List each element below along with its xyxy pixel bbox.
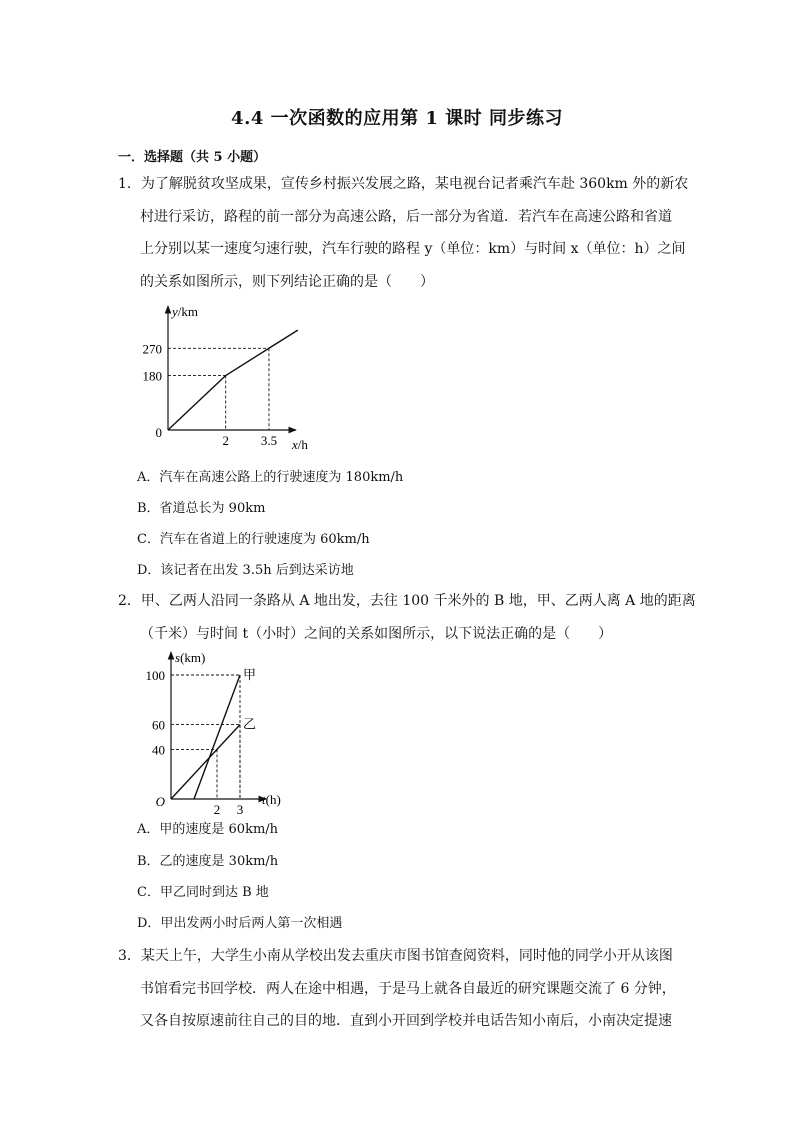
series-label: 甲 xyxy=(243,667,257,682)
question-3-text xyxy=(118,940,678,1038)
x-axis-label: x/h xyxy=(292,437,308,452)
question-1-graph xyxy=(136,298,326,458)
y-axis-label: y/km xyxy=(172,304,199,319)
question-3-line: 书馆看完书回学校．两人在途中相遇，于是马上就各自最近的研究课题交流了 6 分钟， xyxy=(140,980,676,997)
question-2-text xyxy=(118,585,696,650)
x-tick-label: 2 xyxy=(222,433,229,448)
x-axis-label: t(h) xyxy=(262,792,281,807)
question-1-option-d[interactable]: D．该记者在出发 3.5h 后到达采访地 xyxy=(137,563,354,578)
question-1-line: 1．为了解脱贫攻坚成果，宣传乡村振兴发展之路，某电视台记者乘汽车赴 360km 外的新农 xyxy=(118,176,689,192)
series-line-乙 xyxy=(171,725,240,799)
origin-label: 0 xyxy=(155,425,162,440)
page-title: 4.4 一次函数的应用第 1 课时 同步练习 xyxy=(231,108,563,129)
question-1-line: 的关系如图所示，则下列结论正确的是（ ） xyxy=(140,273,434,290)
question-1-option-a[interactable]: A．汽车在高速公路上的行驶速度为 180km/h xyxy=(137,470,404,485)
origin-label: O xyxy=(155,794,165,809)
question-2-option-c[interactable]: C．甲乙同时到达 B 地 xyxy=(137,885,269,900)
question-1-option-c[interactable]: C．汽车在省道上的行驶速度为 60km/h xyxy=(137,532,370,547)
series-line-y xyxy=(168,330,298,430)
y-axis-label: s(km) xyxy=(175,650,206,665)
question-2-option-d[interactable]: D．甲出发两小时后两人第一次相遇 xyxy=(137,916,343,931)
question-1-line: 村进行采访，路程的前一部分为高速公路，后一部分为省道．若汽车在高速公路和省道 xyxy=(140,208,672,225)
question-1-option-b[interactable]: B．省道总长为 90km xyxy=(137,501,266,516)
x-tick-label: 3.5 xyxy=(260,433,278,448)
y-tick-label: 270 xyxy=(142,341,162,357)
y-tick-label: 40 xyxy=(152,742,165,758)
section-heading: 一．选择题（共 5 小题） xyxy=(118,150,267,165)
question-2-graph xyxy=(136,646,296,816)
x-tick-label: 3 xyxy=(236,802,244,816)
question-3-line: 3．某天上午，大学生小南从学校出发去重庆市图书馆查阅资料，同时他的同学小开从该图 xyxy=(118,948,673,964)
question-1-text xyxy=(118,168,689,298)
x-tick-label: 2 xyxy=(213,802,221,816)
question-2-line: 2．甲、乙两人沿同一条路从 A 地出发，去往 100 千米外的 B 地，甲、乙两人离 A 地的距离 xyxy=(118,593,696,609)
y-tick-label: 60 xyxy=(152,717,165,733)
y-tick-label: 100 xyxy=(145,668,165,683)
question-1-line: 上分别以某一速度匀速行驶，汽车行驶的路程 y（单位：km）与时间 x（单位：h）之间 xyxy=(140,241,686,257)
y-tick-label: 180 xyxy=(142,368,162,384)
question-2-option-a[interactable]: A．甲的速度是 60km/h xyxy=(137,822,279,837)
question-2-line: （千米）与时间 t（小时）之间的关系如图所示，以下说法正确的是（ ） xyxy=(140,625,613,642)
question-2-option-b[interactable]: B．乙的速度是 30km/h xyxy=(137,854,279,869)
question-3-line: 又各自按原速前往自己的目的地．直到小开回到学校并电话告知小南后，小南决定提速 xyxy=(140,1013,672,1029)
series-label: 乙 xyxy=(243,716,257,732)
